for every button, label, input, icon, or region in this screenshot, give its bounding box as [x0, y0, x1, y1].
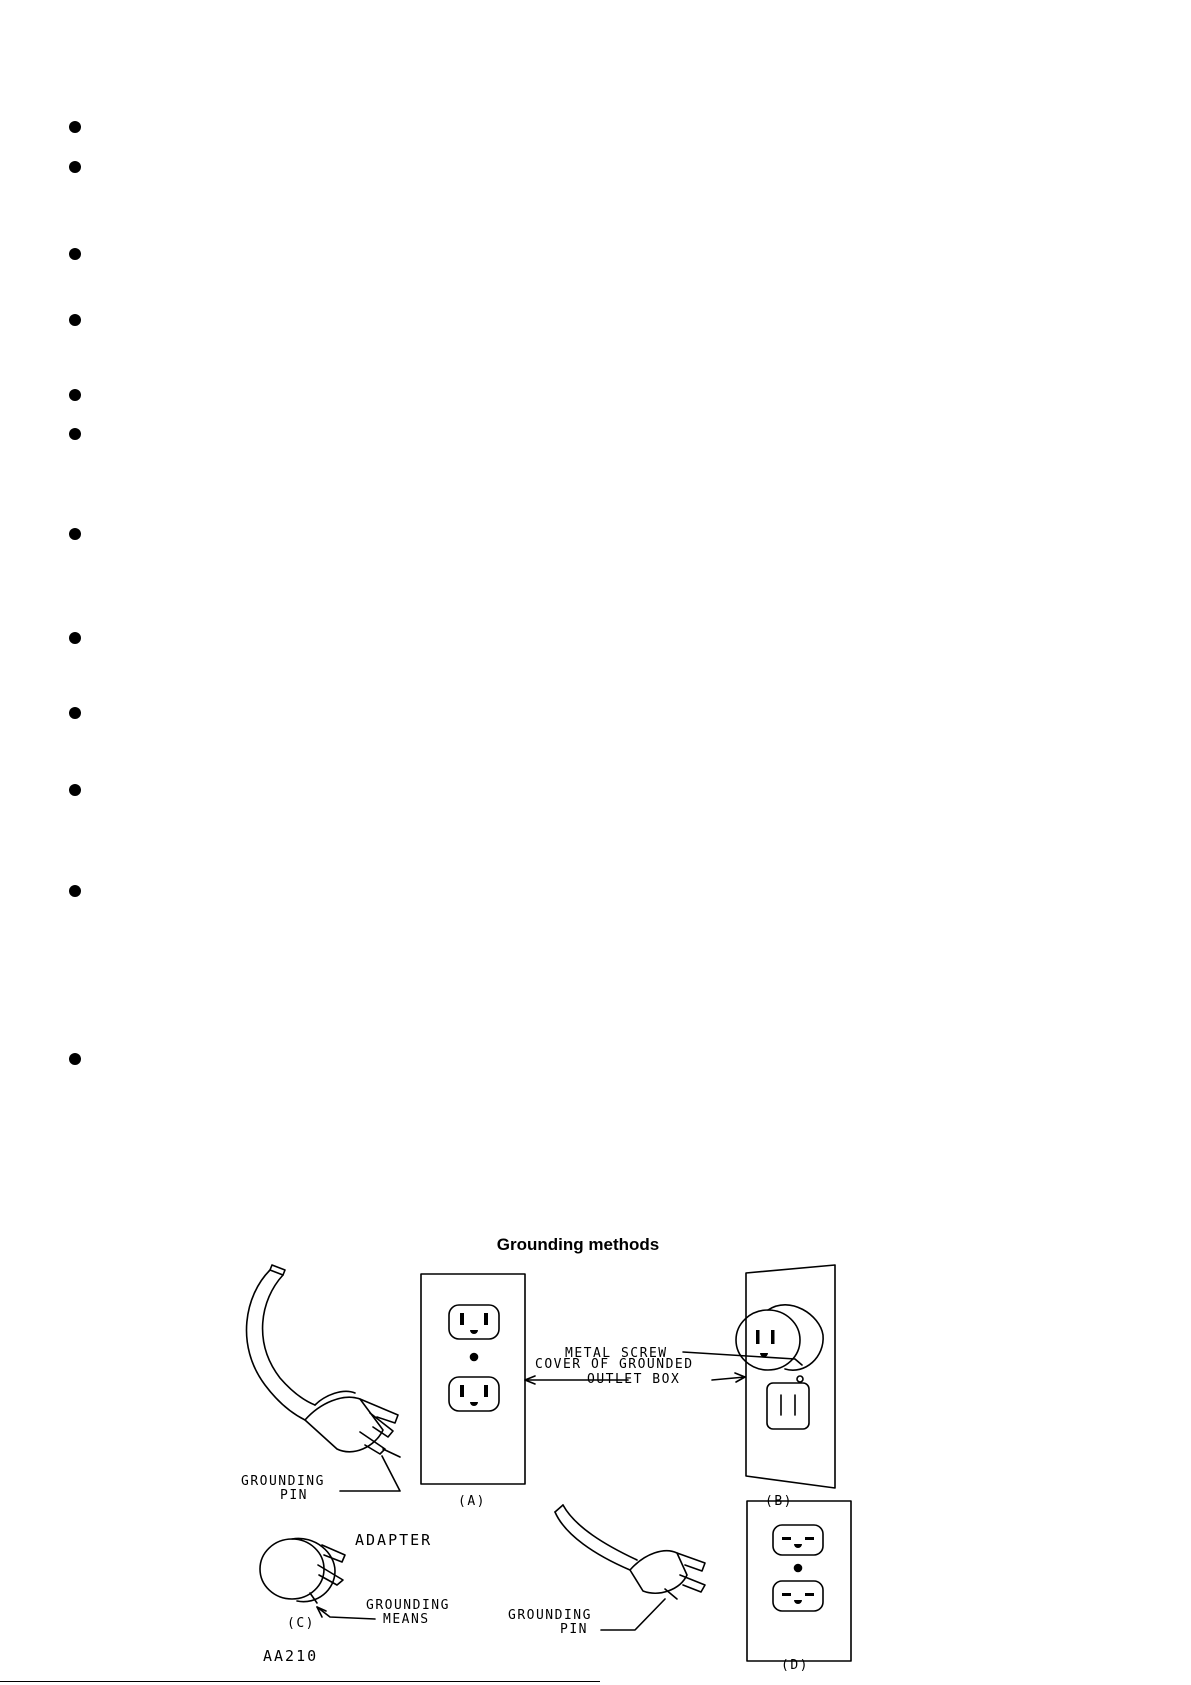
bullet-5 — [69, 389, 81, 401]
pin-leader-a — [340, 1456, 400, 1491]
footer-rule — [0, 1681, 600, 1682]
grounding-means-label-1: GROUNDING — [366, 1598, 450, 1613]
metal-screw-label: METAL SCREW — [565, 1346, 668, 1361]
grounding-pin-d-label-1: GROUNDING — [508, 1608, 592, 1623]
bullet-12 — [69, 1053, 81, 1065]
grounded-plug-icon — [246, 1265, 400, 1457]
duplex-outlet-a-icon — [421, 1274, 525, 1484]
figure-title: Grounding methods — [496, 1235, 660, 1254]
grounded-plug-d-icon — [555, 1505, 705, 1599]
grounding-pin-d-label-2: PIN — [560, 1622, 588, 1637]
bullet-3 — [69, 248, 81, 260]
bullet-11 — [69, 885, 81, 897]
grounding-pin-a-label-2: PIN — [280, 1488, 308, 1503]
bullet-10 — [69, 784, 81, 796]
cover-box-label-2: OUTLET BOX — [587, 1372, 681, 1387]
panel-a-label: (A) — [458, 1494, 486, 1509]
panel-d-label: (D) — [781, 1658, 809, 1673]
adapter-label: ADAPTER — [355, 1531, 433, 1549]
figure-code-label: AA210 — [263, 1647, 319, 1665]
cover-box-label-1: COVER OF GROUNDED — [535, 1357, 694, 1372]
bullet-4 — [69, 314, 81, 326]
adapter-c-icon — [260, 1538, 345, 1603]
bullet-8 — [69, 632, 81, 644]
grounding-pin-a-label-1: GROUNDING — [241, 1474, 325, 1489]
panel-b-label: (B) — [765, 1494, 793, 1509]
bullet-2 — [69, 161, 81, 173]
bullet-7 — [69, 528, 81, 540]
bullet-1 — [69, 121, 81, 133]
grounding-methods-figure — [225, 1235, 931, 1673]
adapter-outlet-b-icon — [736, 1265, 835, 1488]
grounding-means-label-2: MEANS — [383, 1612, 430, 1627]
pin-leader-d — [601, 1599, 665, 1630]
panel-c-label: (C) — [287, 1616, 315, 1631]
bullet-6 — [69, 428, 81, 440]
grounding-diagram — [225, 1235, 931, 1673]
bullet-9 — [69, 707, 81, 719]
duplex-outlet-d-icon — [747, 1501, 851, 1661]
